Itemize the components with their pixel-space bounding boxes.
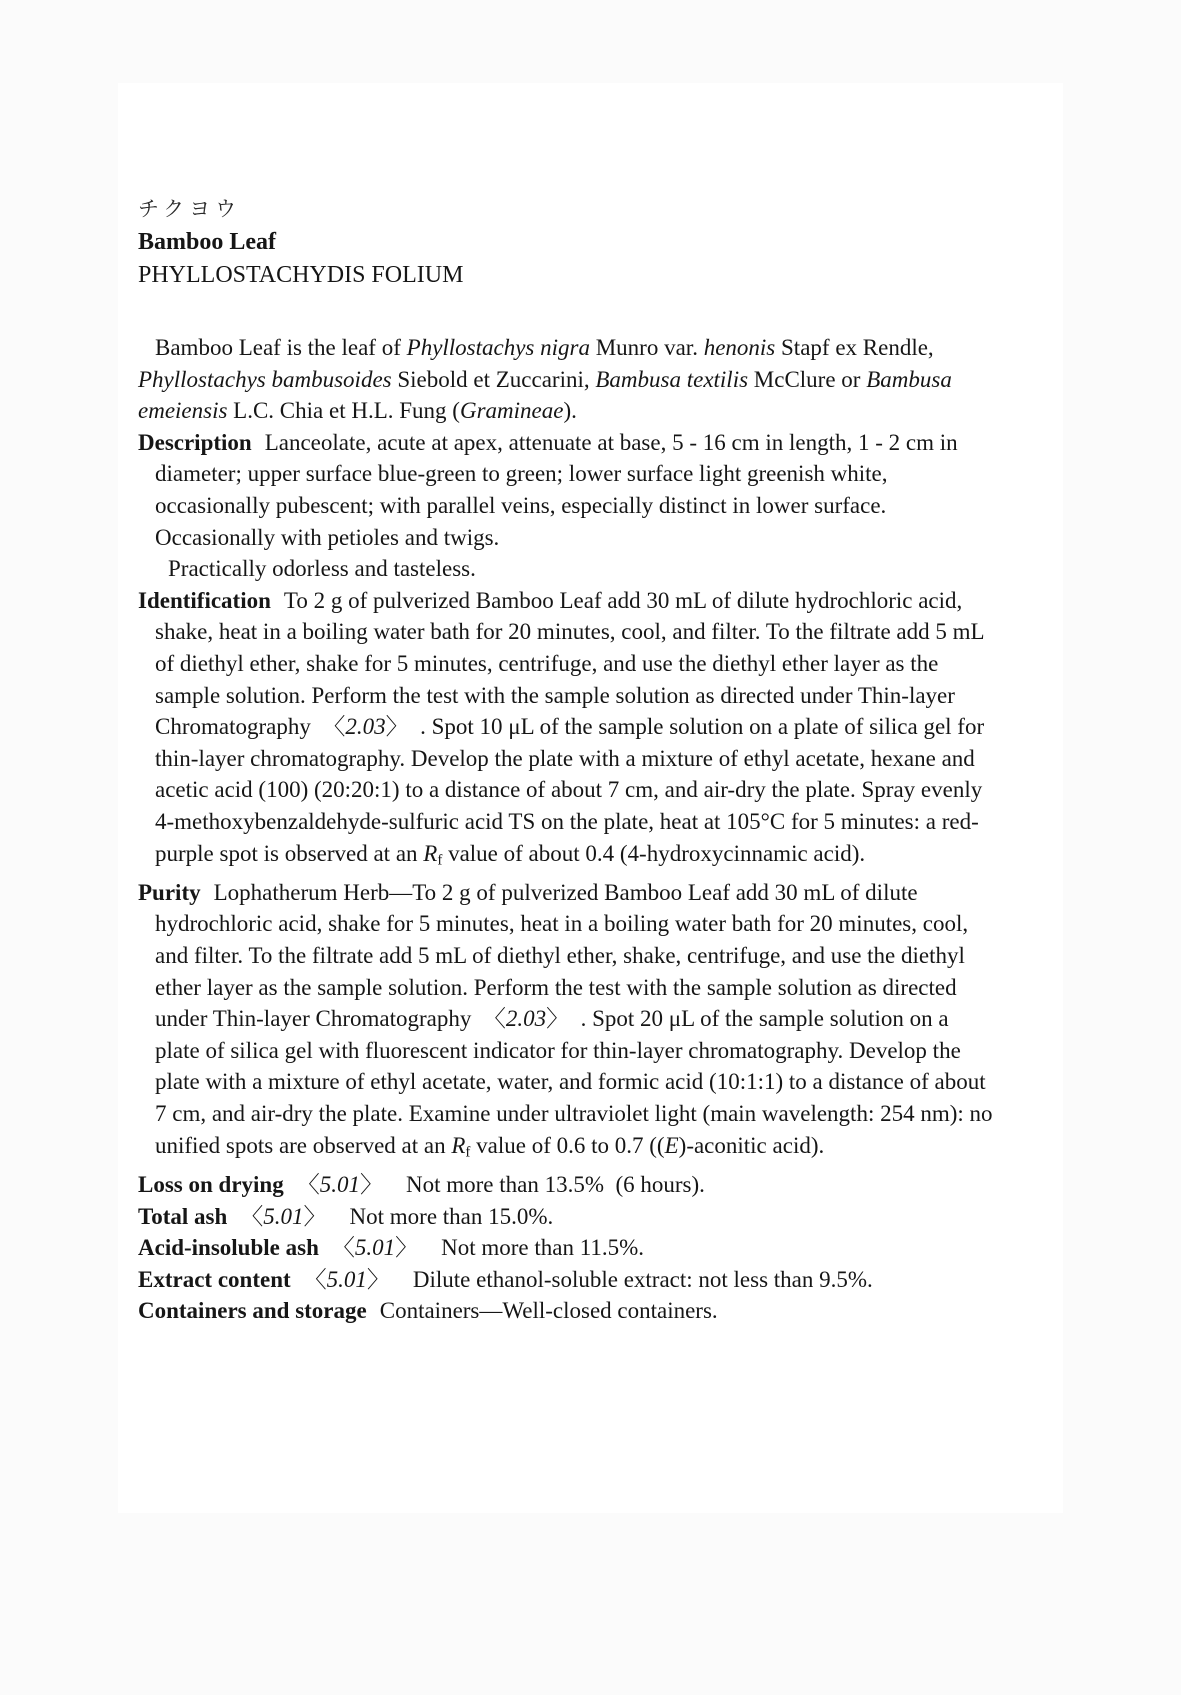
section-heading-acid-insoluble-ash: Acid-insoluble ash bbox=[138, 1235, 319, 1261]
description-note: Practically odorless and tasteless. bbox=[168, 556, 476, 582]
section-heading-identification: Identification bbox=[138, 587, 271, 613]
drug-name-title: Bamboo Leaf bbox=[138, 229, 276, 255]
section-heading-total-ash: Total ash bbox=[138, 1203, 228, 1229]
section-body-loss-on-drying: 〈5.01〉 Not more than 13.5% (6 hours). bbox=[296, 1171, 705, 1197]
monograph-content bbox=[118, 83, 993, 1327]
section-body-extract-content: 〈5.01〉 Dilute ethanol-soluble extract: not less than 9.5%. bbox=[303, 1266, 873, 1292]
section-body-containers-and-storage: Containers—Well-closed containers. bbox=[379, 1298, 718, 1324]
section-containers-and-storage bbox=[138, 1295, 993, 1327]
kana-title: チクヨウ bbox=[138, 197, 242, 221]
section-heading-purity: Purity bbox=[138, 879, 201, 905]
section-loss-on-drying bbox=[138, 1169, 993, 1201]
section-body-total-ash: 〈5.01〉 Not more than 15.0%. bbox=[240, 1203, 554, 1229]
document-page bbox=[118, 83, 1063, 1513]
latin-name-title: PHYLLOSTACHYDIS FOLIUM bbox=[138, 262, 464, 288]
section-description bbox=[138, 427, 993, 553]
section-heading-containers-and-storage: Containers and storage bbox=[138, 1298, 367, 1324]
section-heading-description: Description bbox=[138, 429, 252, 455]
section-body-description: Lanceolate, acute at apex, attenuate at base, 5 - 16 cm in length, 1 - 2 cm in diameter; upper surface blue-green to green; lower surface light greenish white, occasionally pubescent; with parallel veins, especially distinct in lower surface. Occasionally with petioles and twigs. bbox=[155, 429, 958, 550]
section-heading-extract-content: Extract content bbox=[138, 1266, 291, 1292]
section-identification bbox=[138, 585, 993, 877]
section-purity bbox=[138, 877, 993, 1169]
section-heading-loss-on-drying: Loss on drying bbox=[138, 1171, 284, 1197]
section-body-identification: To 2 g of pulverized Bamboo Leaf add 30 mL of dilute hydrochloric acid, shake, heat in a boiling water bath for 20 minutes, cool, and filter. To the filtrate add 5 mL of diethyl ether, shake for 5 minutes, centrifuge, and use the diethyl ether layer as the sample solution. Perform the test with the sample solution as directed under Thin-layer Chromatography 〈2.03〉 . Spot 10 μL of the sample solution on a plate of silica gel for thin-layer chromatography. Develop the plate with a mixture of ethyl acetate, hexane and acetic acid (100) (20:20:1) to a distance of about 7 cm, and air-dry the plate. Spray evenly 4-methoxybenzaldehyde-sulfuric acid TS on the plate, heat at 105°C for 5 minutes: a red-purple spot is observed at an Rf value of about 0.4 (4-hydroxycinnamic acid). bbox=[155, 587, 985, 869]
intro-paragraph: Bamboo Leaf is the leaf of Phyllostachys nigra Munro var. henonis Stapf ex Rendle, Phyllostachys bambusoides Siebold et Zuccarini, Bambusa textilis McClure or Bambusa emeiensis L.C. Chia et H.L. Fung (Gramineae). bbox=[138, 335, 952, 424]
section-acid-insoluble-ash bbox=[138, 1232, 993, 1264]
section-total-ash bbox=[138, 1201, 993, 1233]
section-extract-content bbox=[138, 1264, 993, 1296]
section-body-acid-insoluble-ash: 〈5.01〉 Not more than 11.5%. bbox=[331, 1235, 645, 1261]
section-body-purity: Lophatherum Herb—To 2 g of pulverized Bamboo Leaf add 30 mL of dilute hydrochloric acid, shake for 5 minutes, heat in a boiling water bath for 20 minutes, cool, and filter. To the filtrate add 5 mL of diethyl ether, shake, centrifuge, and use the diethyl ether layer as the sample solution. Perform the test with the sample solution as directed under Thin-layer Chromatography 〈2.03〉 . Spot 20 μL of the sample solution on a plate of silica gel with fluorescent indicator for thin-layer chromatography. Develop the plate with a mixture of ethyl acetate, water, and formic acid (10:1:1) to a distance of about 7 cm, and air-dry the plate. Examine under ultraviolet light (main wavelength: 254 nm): no unified spots are observed at an Rf value of 0.6 to 0.7 ((E)-aconitic acid). bbox=[155, 879, 993, 1161]
